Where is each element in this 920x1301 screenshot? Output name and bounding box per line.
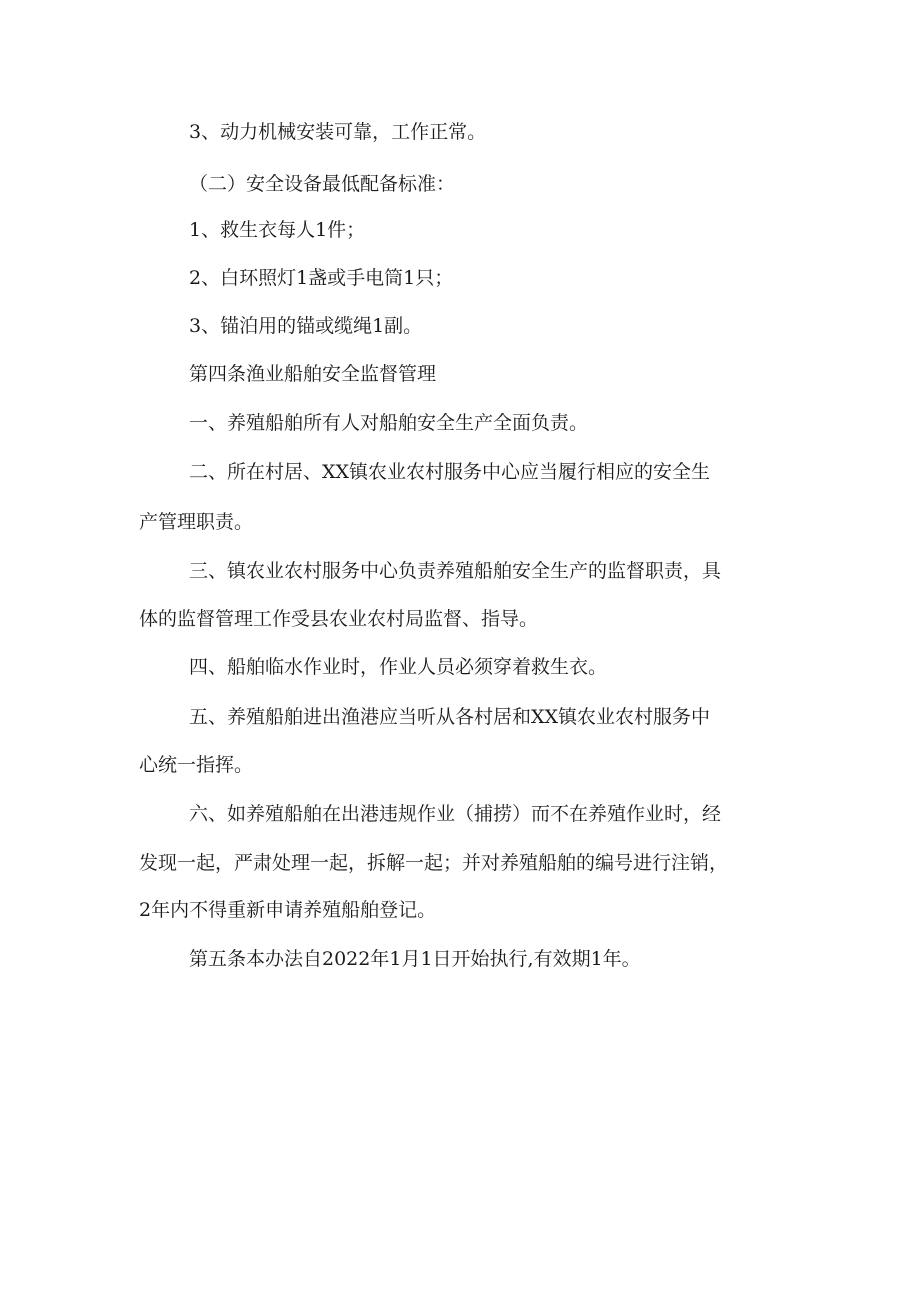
text-line: 3、锚泊用的锚或缆绳1副。	[189, 315, 423, 337]
text-line: 1、救生衣每人1件；	[189, 219, 366, 241]
text-line: 发现一起，严肃处理一起，拆解一起；并对养殖船舶的编号进行注销，	[139, 852, 729, 874]
text-line: 3、动力机械安装可靠，工作正常。	[189, 121, 487, 143]
text-line: 体的监督管理工作受县农业农村局监督、指导。	[139, 608, 539, 630]
text-line: 心统一指挥。	[139, 754, 254, 776]
article-heading: 第四条渔业船舶安全监督管理	[189, 363, 437, 385]
section-heading: （二）安全设备最低配备标准：	[189, 173, 456, 195]
text-line: 产管理职责。	[139, 511, 254, 533]
text-line: 二、所在村居、XX镇农业农村服务中心应当履行相应的安全生	[189, 461, 711, 483]
text-line: 三、镇农业农村服务中心负责养殖船舶安全生产的监督职责，具	[189, 560, 722, 582]
article-heading: 第五条本办法自2022年1月1日开始执行,有效期1年。	[189, 948, 641, 970]
text-line: 2、白环照灯1盏或手电筒1只；	[189, 267, 454, 289]
text-line: 一、养殖船舶所有人对船舶安全生产全面负责。	[189, 412, 589, 434]
text-line: 六、如养殖船舶在出港违规作业（捕捞）而不在养殖作业时，经	[189, 803, 722, 825]
text-line: 2年内不得重新申请养殖船舶登记。	[139, 899, 437, 921]
text-line: 五、养殖船舶进出渔港应当听从各村居和XX镇农业农村服务中	[189, 706, 711, 728]
text-line: 四、船舶临水作业时，作业人员必须穿着救生衣。	[189, 656, 608, 678]
